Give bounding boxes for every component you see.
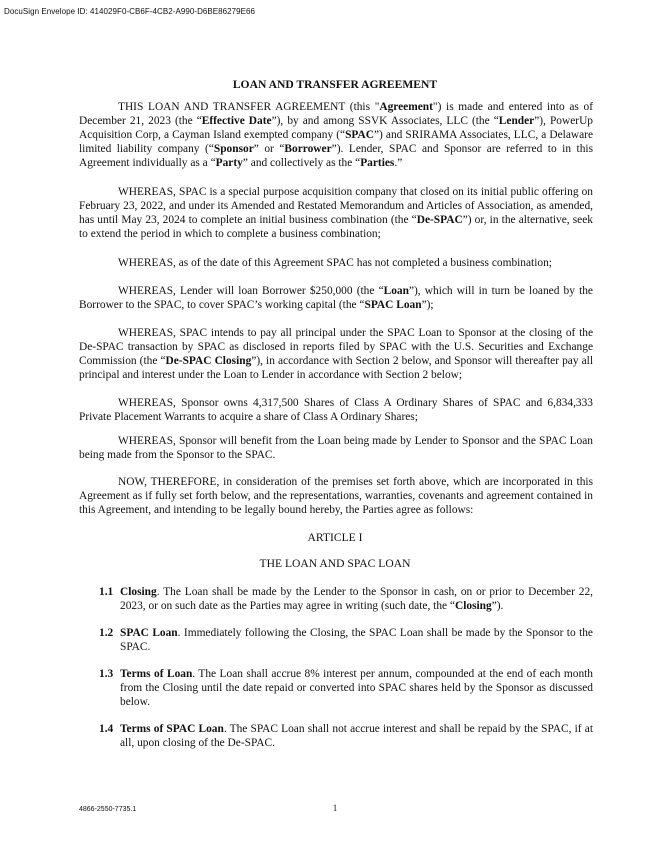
section-1-3: 1.3 Terms of Loan. The Loan shall accrue 8% interest per annum, compounded at the end of each month from the Closing until the date repaid or converted into SPAC shares held by the Sponsor as discussed below.	[99, 668, 593, 709]
article-title: THE LOAN AND SPAC LOAN	[259, 557, 411, 570]
now-therefore-paragraph: NOW, THEREFORE, in consideration of the premises set forth above, which are incorporated in this Agreement as if fully set forth below, and the representations, warranties, covenants and agreement contained in this Agreement, and intending to be legally bound hereby, the Parties agree as follows:	[79, 476, 593, 517]
whereas-no-combination-paragraph: WHEREAS, as of the date of this Agreement SPAC has not completed a business combination;	[118, 257, 552, 269]
section-heading: SPAC Loan	[120, 627, 178, 639]
docusign-envelope-id: DocuSign Envelope ID: 414029F0-CB6F-4CB2-A990-D6BE86279E66	[4, 7, 256, 16]
whereas-shares-paragraph: WHEREAS, Sponsor owns 4,317,500 Shares of Class A Ordinary Shares of SPAC and 6,834,333 Private Placement Warrants to acquire a share of Class A Ordinary Shares;	[79, 397, 593, 424]
whereas-loan-paragraph: WHEREAS, Lender will loan Borrower $250,000 (the “Loan”), which will in turn be loaned by the Borrower to the SPAC, to cover SPAC’s working capital (the “SPAC Loan”);	[79, 285, 593, 312]
section-number: 1.2	[99, 627, 114, 639]
whereas-spac-paragraph: WHEREAS, SPAC is a special purpose acquisition company that closed on its initial public offering on February 23, 2022, and under its Amended and Restated Memorandum and Articles of Association, as amended, has until May 23, 2024 to complete an initial business combination (the “De-SPAC”) or, in the alternative, seek to extend the period in which to complete a business combination;	[79, 186, 593, 241]
whereas-benefit-paragraph: WHEREAS, Sponsor will benefit from the Loan being made by Lender to Sponsor and the SPAC Loan being made from the Sponsor to the SPAC.	[79, 435, 593, 462]
section-1-1: 1.1 Closing. The Loan shall be made by the Lender to the Sponsor in cash, on or prior to December 22, 2023, or on such date as the Parties may agree in writing (such date, the “Closing”).	[99, 586, 593, 613]
article-number: ARTICLE I	[307, 531, 363, 544]
section-heading: Terms of Loan	[120, 668, 193, 680]
section-heading: Closing	[120, 586, 157, 598]
section-heading: Terms of SPAC Loan	[120, 723, 224, 735]
footer-document-id: 4866-2550-7735.1	[79, 806, 137, 813]
section-1-2: 1.2 SPAC Loan. Immediately following the Closing, the SPAC Loan shall be made by the Sponsor to the SPAC.	[99, 627, 593, 654]
section-1-4: 1.4 Terms of SPAC Loan. The SPAC Loan shall not accrue interest and shall be repaid by the SPAC, if at all, upon closing of the De-SPAC.	[99, 723, 593, 750]
document-title: LOAN AND TRANSFER AGREEMENT	[232, 78, 438, 91]
section-number: 1.4	[99, 723, 114, 735]
section-number: 1.1	[99, 586, 114, 598]
whereas-repayment-paragraph: WHEREAS, SPAC intends to pay all principal under the SPAC Loan to Sponsor at the closing of the De-SPAC transaction by SPAC as disclosed in reports filed by SPAC with the U.S. Securities and Exchange Commission (the “De-SPAC Closing”), in accordance with Section 2 below, and Sponsor will thereafter pay all principal and interest under the Loan to Lender in accordance with Section 2 below;	[79, 327, 593, 382]
preamble-paragraph: THIS LOAN AND TRANSFER AGREEMENT (this "Agreement") is made and entered into as of December 21, 2023 (the “Effective Date”), by and among SSVK Associates, LLC (the “Lender”), PowerUp Acquisition Corp, a Cayman Island exempted company (“SPAC”) and SRIRAMA Associates, LLC, a Delaware limited liability company (“Sponsor” or “Borrower”). Lender, SPAC and Sponsor are referred to in this Agreement individually as a “Party” and collectively as the “Parties.”	[79, 101, 594, 170]
section-number: 1.3	[99, 668, 114, 680]
page-number: 1	[332, 803, 338, 813]
